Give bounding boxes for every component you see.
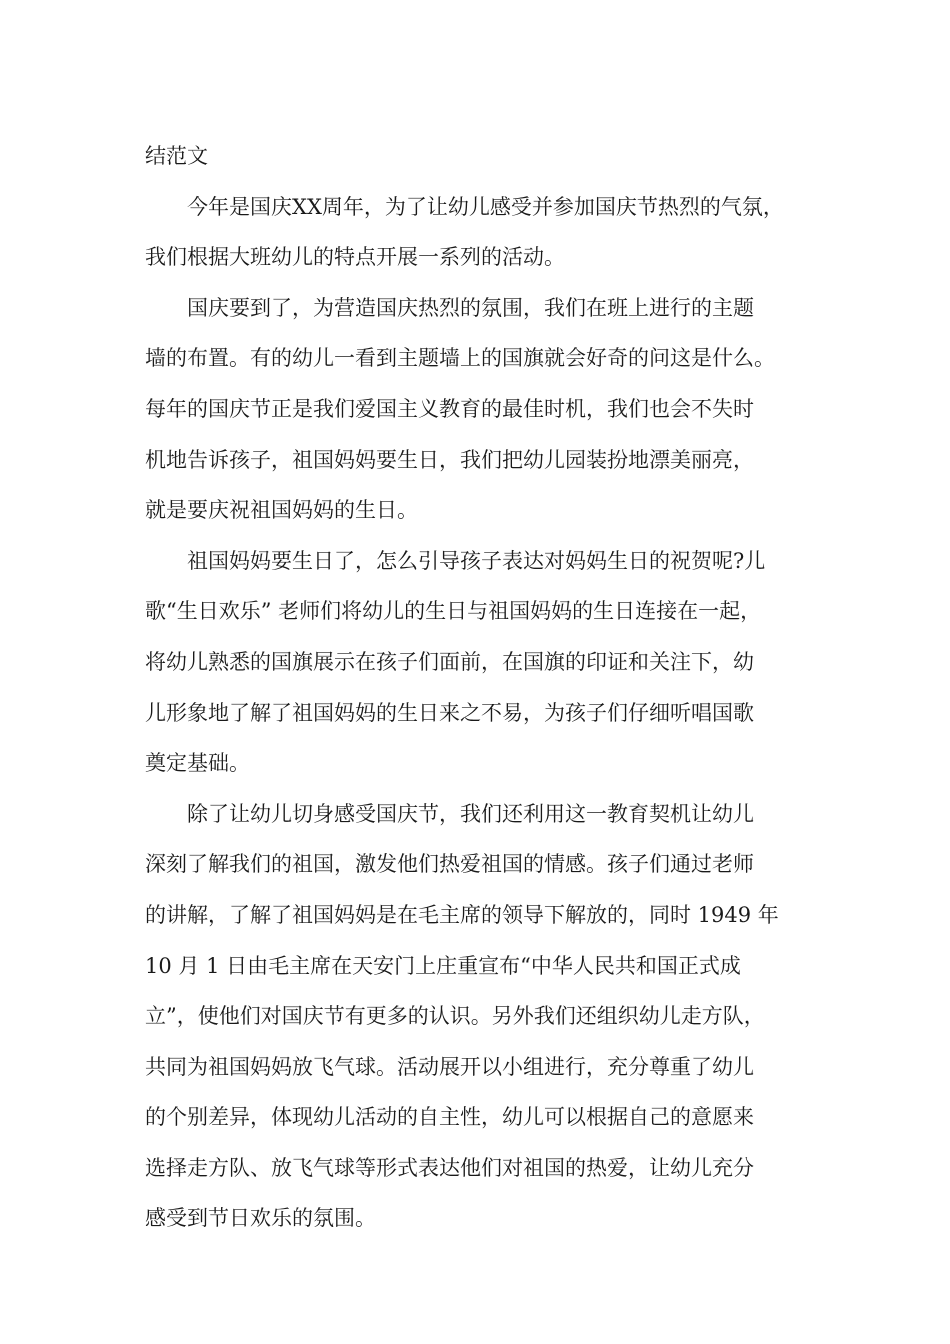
- paragraph-line: 今年是国庆XX周年，为了让幼儿感受并参加国庆节热烈的气氛，: [187, 194, 784, 219]
- paragraph-4: [145, 789, 813, 1244]
- document-body: [145, 131, 813, 1244]
- heading-text: 结范文: [145, 144, 208, 168]
- paragraph-line: 除了让幼儿切身感受国庆节，我们还利用这一教育契机让幼儿: [187, 801, 754, 826]
- paragraph-line: 儿形象地了解了祖国妈妈的生日来之不易，为孩子们仔细听唱国歌: [145, 700, 754, 725]
- paragraph-line: 国庆要到了，为营造国庆热烈的氛围，我们在班上进行的主题: [187, 295, 754, 320]
- paragraph-1: [145, 182, 813, 283]
- paragraph-line: 10 月 1 日由毛主席在天安门上庄重宣布“中华人民共和国正式成: [145, 953, 741, 978]
- paragraph-line: 将幼儿熟悉的国旗展示在孩子们面前，在国旗的印证和关注下，幼: [145, 649, 754, 674]
- paragraph-line: 的个别差异，体现幼儿活动的自主性，幼儿可以根据自己的意愿来: [145, 1105, 754, 1130]
- paragraph-line: 每年的国庆节正是我们爱国主义教育的最佳时机，我们也会不失时: [145, 396, 754, 421]
- paragraph-3: [145, 536, 813, 789]
- paragraph-line: 机地告诉孩子，祖国妈妈要生日，我们把幼儿园装扮地漂美丽亮，: [145, 447, 754, 472]
- paragraph-line: 歌“生日欢乐” 老师们将幼儿的生日与祖国妈妈的生日连接在一起，: [145, 599, 762, 624]
- paragraph-line: 奠定基础。: [145, 751, 250, 776]
- paragraph-line: 的讲解，了解了祖国妈妈是在毛主席的领导下解放的，同时 1949 年: [145, 902, 779, 927]
- paragraph-line: 感受到节日欢乐的氛围。: [145, 1206, 376, 1231]
- paragraph-line: 墙的布置。有的幼儿一看到主题墙上的国旗就会好奇的问这是什么。: [145, 346, 775, 371]
- paragraph-line: 深刻了解我们的祖国，激发他们热爱祖国的情感。孩子们通过老师: [145, 852, 754, 877]
- paragraph-2: [145, 283, 813, 536]
- paragraph-line: 立”，使他们对国庆节有更多的认识。另外我们还组织幼儿走方队，: [145, 1004, 765, 1029]
- paragraph-line: 祖国妈妈要生日了，怎么引导孩子表达对妈妈生日的祝贺呢?儿: [187, 548, 766, 573]
- paragraph-line: 就是要庆祝祖国妈妈的生日。: [145, 498, 418, 523]
- paragraph-line: 我们根据大班幼儿的特点开展一系列的活动。: [145, 245, 565, 270]
- paragraph-line: 共同为祖国妈妈放飞气球。活动展开以小组进行，充分尊重了幼儿: [145, 1054, 754, 1079]
- document-heading: [145, 131, 813, 182]
- paragraph-line: 选择走方队、放飞气球等形式表达他们对祖国的热爱，让幼儿充分: [145, 1155, 754, 1180]
